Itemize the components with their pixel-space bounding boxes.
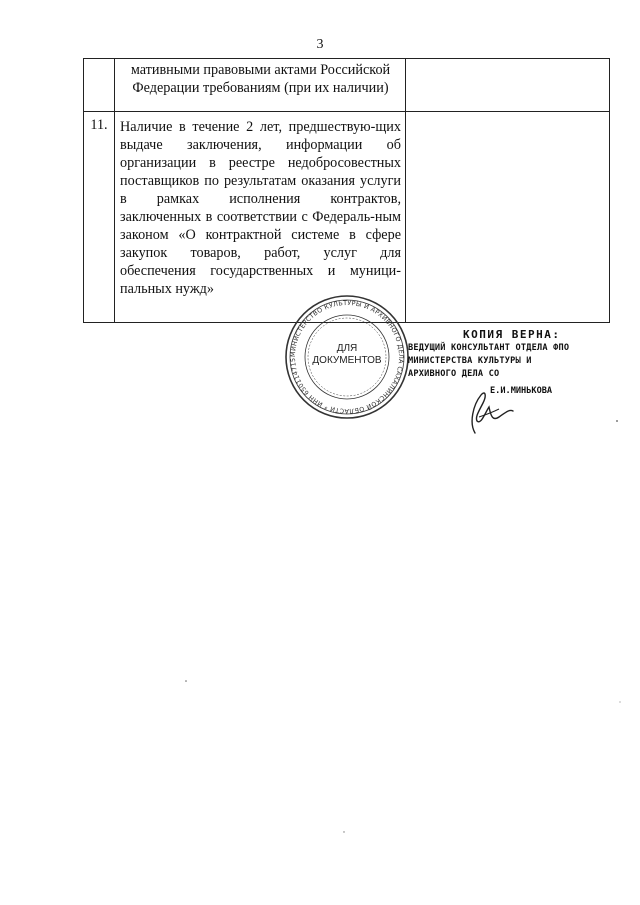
table-row [84, 59, 610, 112]
certification-title: КОПИЯ ВЕРНА: [463, 328, 561, 341]
row-text: мативными правовыми актами Российской Федерации требованиям (при их наличии) [115, 59, 406, 112]
certification-position: ВЕДУЩИЙ КОНСУЛЬТАНТ ОТДЕЛА ФПО [408, 343, 570, 353]
row-value [406, 112, 610, 323]
requirements-table [83, 58, 610, 323]
certification-block [408, 328, 608, 396]
row-number: 11. [84, 112, 115, 323]
page-number: 3 [316, 37, 324, 52]
signature [455, 387, 515, 437]
official-seal [283, 293, 411, 421]
certification-department: АРХИВНОГО ДЕЛА СО [408, 369, 500, 379]
row-value [406, 59, 610, 112]
seal-center-line: ДЛЯ [336, 343, 358, 354]
seal-center-text [283, 343, 411, 367]
certification-ministry: МИНИСТЕРСТВА КУЛЬТУРЫ И [408, 356, 532, 366]
row-text: Наличие в течение 2 лет, предшествую-щих выдаче заключения, информации об организации в реестре недобросовестных поставщиков по результатам оказания услуги в рамках исполнения контрактов, заключенных в соответствии с Федераль-ным законом «О контрактной системе в сфере закупок товаров, работ, услуг для обеспечения государственных и муници-пальных нужд» [115, 112, 406, 323]
row-number [84, 59, 115, 112]
seal-ring-text: МИНИСТЕРСТВО КУЛЬТУРЫ И АРХИВНОГО ДЕЛА САХАЛИНСКОЙ ОБЛАСТИ * ИНН 650114715 [289, 299, 405, 415]
seal-center-line: ДОКУМЕНТОВ [312, 355, 382, 366]
certifier-name: Е.И.МИНЬКОВА [490, 386, 553, 396]
table-row [84, 112, 610, 323]
